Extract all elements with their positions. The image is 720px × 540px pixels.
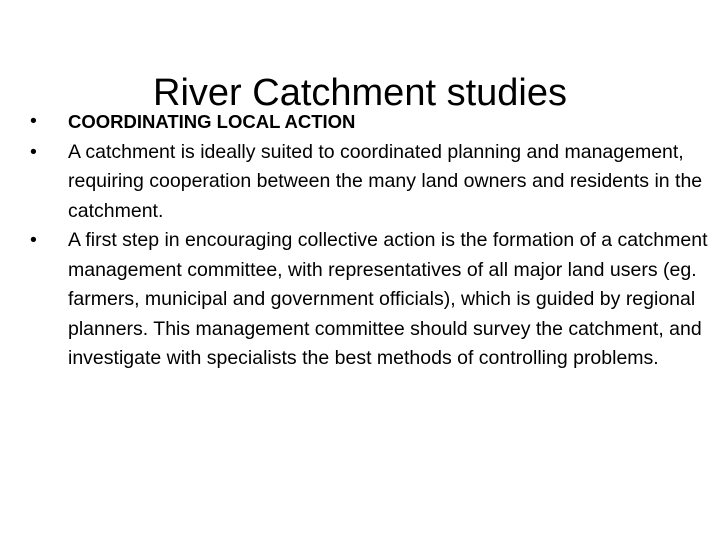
bullet-item — [30, 226, 710, 374]
bullet-icon: • — [30, 110, 37, 132]
bullet-item — [30, 107, 710, 138]
bullet-text: A first step in encouraging collective action is the formation of a catchment management committee, with representatives of all major land users (eg. farmers, municipal and government officials), which is guided by regional planners. This management committee should survey the catchment, and investigate with specialists the best methods of controlling problems. — [68, 229, 708, 369]
slide-title: River Catchment studies — [153, 72, 567, 115]
bullet-icon: • — [30, 140, 37, 163]
bullet-item — [30, 138, 710, 227]
bullet-text: A catchment is ideally suited to coordinated planning and management, requiring cooperation between the many land owners and residents in the catchment. — [68, 140, 703, 222]
bullet-text: COORDINATING LOCAL ACTION — [68, 111, 356, 132]
bullet-icon: • — [30, 229, 37, 251]
bullet-list — [30, 107, 710, 374]
